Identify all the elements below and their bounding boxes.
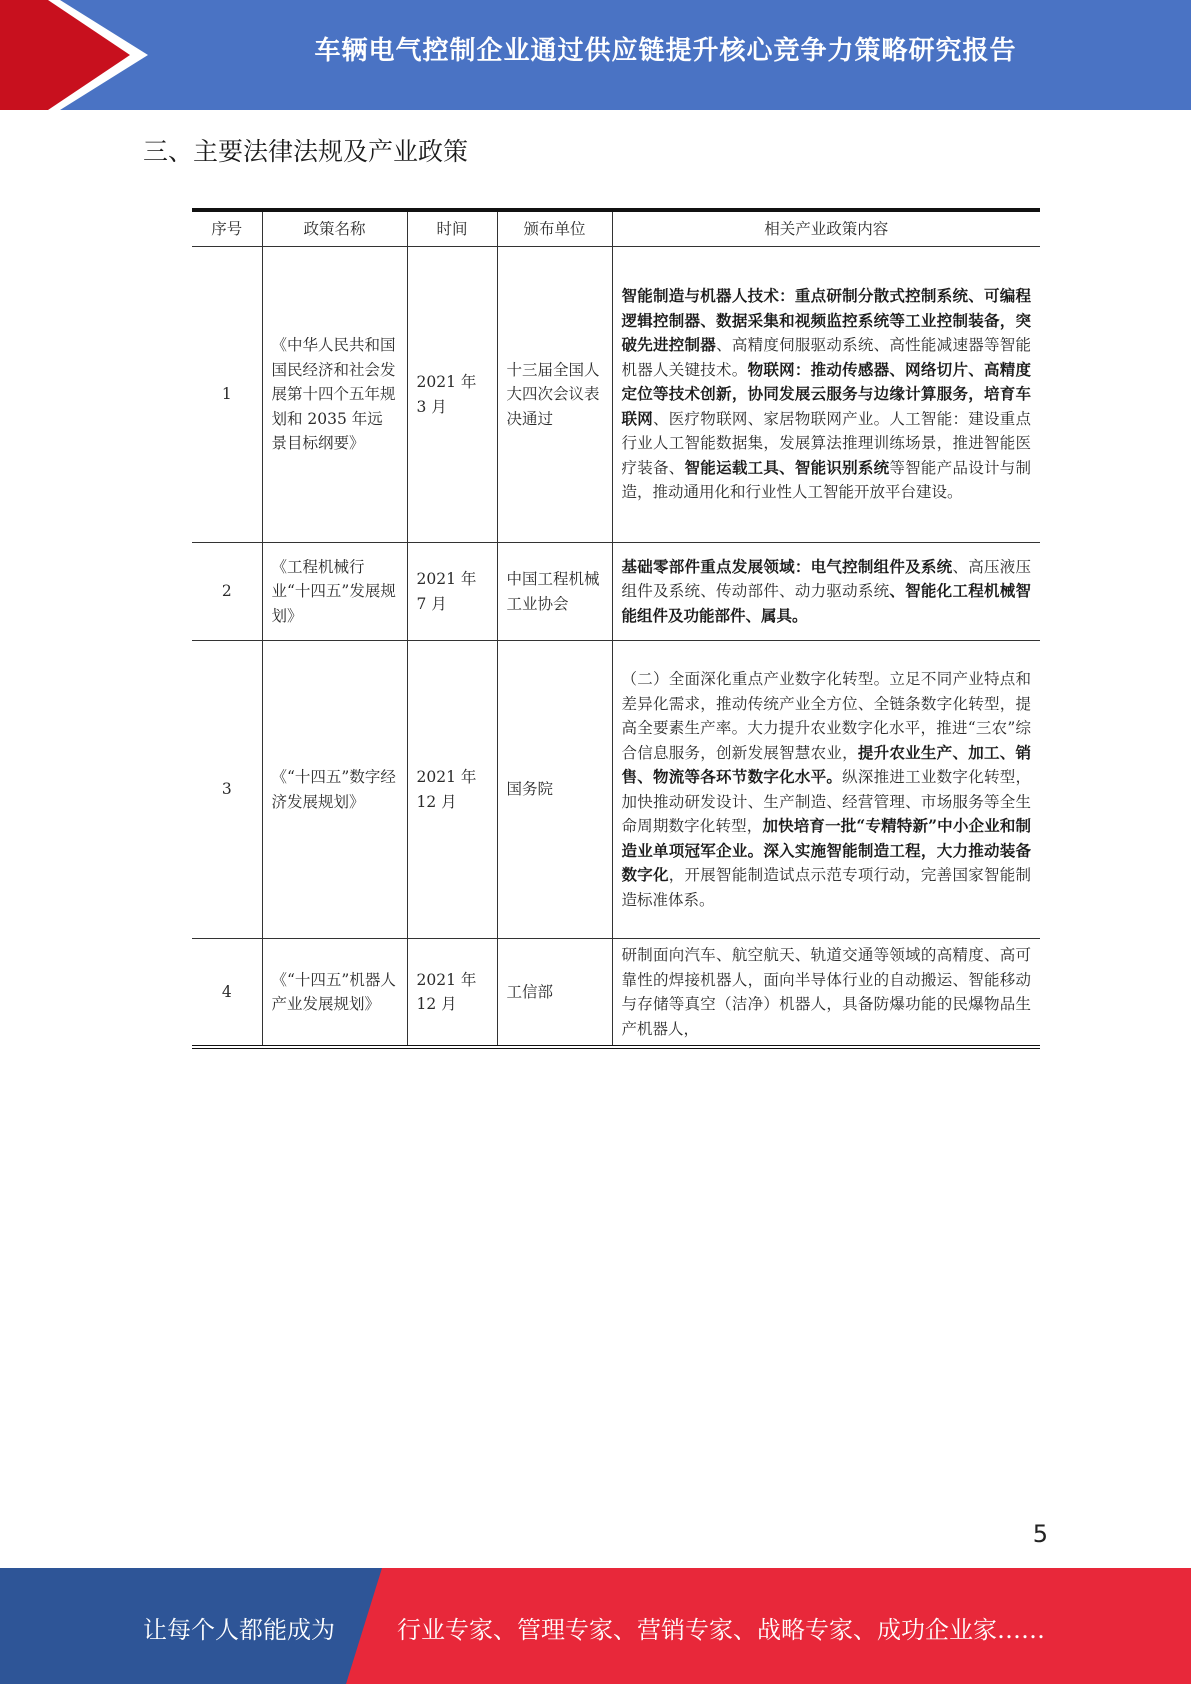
- table-row: [192, 543, 1040, 641]
- column-header-org: 颁布单位: [497, 210, 612, 247]
- policy-name: 《“十四五”机器人产业发展规划》: [262, 939, 407, 1048]
- page-footer: [0, 1568, 1191, 1684]
- content-run: 提升农业生产、加工、销售、物流等各环节数字化水平。: [621, 742, 1031, 786]
- table-row: [192, 247, 1040, 543]
- content-run: 、智能化工程机械智能组件及功能部件、属具。: [621, 581, 1031, 625]
- policy-content: [612, 641, 1040, 939]
- row-number: 1: [192, 247, 262, 543]
- content-run: 、高压液压组件及系统、传动部件、动力驱动系统: [621, 557, 1031, 601]
- policy-content: [612, 247, 1040, 543]
- policy-issuer: 工信部: [497, 939, 612, 1048]
- policy-issuer: 国务院: [497, 641, 612, 939]
- content-run: 加快培育一批“专精特新”中小企业和制造业单项冠军企业。深入实施智能制造工程，大力推动装备数字化: [621, 816, 1031, 884]
- page-header: [0, 0, 1191, 110]
- content-run: 智能运载工具、智能识别系统: [684, 457, 890, 477]
- content-run: 基础零部件重点发展领域：电气控制组件及系统: [621, 556, 953, 576]
- page-number: 5: [1032, 1520, 1048, 1548]
- policy-date: 2021 年 12 月: [407, 641, 497, 939]
- footer-slogan-lead: 让每个人都能成为: [143, 1616, 335, 1644]
- column-header-name: 政策名称: [262, 210, 407, 247]
- policy-content: [612, 543, 1040, 641]
- content-run: 、医疗物联网、家居物联网产业。人工智能：建设重点行业人工智能数据集，发展算法推理训练场景，推进智能医疗装备、: [621, 409, 1031, 477]
- policy-table: [192, 208, 1040, 1049]
- content-run: 纵深推进工业数字化转型，加快推动研发设计、生产制造、经营管理、市场服务等全生命周期数字化转型，: [621, 768, 1031, 835]
- content-run: 物联网：推动传感器、网络切片、高精度定位等技术创新，协同发展云服务与边缘计算服务，培育车联网: [621, 359, 1031, 428]
- policy-name: 《工程机械行业“十四五”发展规划》: [262, 543, 407, 641]
- column-header-content: 相关产业政策内容: [612, 210, 1040, 247]
- policy-date: 2021 年 12 月: [407, 939, 497, 1048]
- table-header-row: [192, 210, 1040, 247]
- content-run: （二）全面深化重点产业数字化转型。立足不同产业特点和差异化需求，推动传统产业全方位、全链条数字化转型，提高全要素生产率。大力提升农业数字化水平，推进“三农”综合信息服务，创新发展智慧农业，: [621, 670, 1031, 762]
- red-chevron-decoration: [0, 0, 160, 110]
- content-run: ，开展智能制造试点示范专项行动，完善国家智能制造标准体系。: [621, 866, 1031, 909]
- row-number: 4: [192, 939, 262, 1048]
- policy-issuer: 中国工程机械工业协会: [497, 543, 612, 641]
- policy-date: 2021 年 3 月: [407, 247, 497, 543]
- content-run: 智能制造与机器人技术：重点研制分散式控制系统、可编程逻辑控制器、数据采集和视频监控系统等工业控制装备，突破先进控制器: [621, 286, 1031, 355]
- content-run: 等智能产品设计与制造，推动通用化和行业性人工智能开放平台建设。: [621, 458, 1031, 502]
- table-row: [192, 939, 1040, 1048]
- policy-name: 《中华人民共和国国民经济和社会发展第十四个五年规划和 2035 年远景目标纲要》: [262, 247, 407, 543]
- report-title: 车辆电气控制企业通过供应链提升核心竞争力策略研究报告: [314, 36, 1017, 66]
- policy-table-container: [192, 208, 1040, 1049]
- table-row: [192, 641, 1040, 939]
- column-header-date: 时间: [407, 210, 497, 247]
- row-number: 3: [192, 641, 262, 939]
- column-header-no: 序号: [192, 210, 262, 247]
- section-title: 三、主要法律法规及产业政策: [143, 137, 469, 166]
- content-run: 研制面向汽车、航空航天、轨道交通等领域的高精度、高可靠性的焊接机器人，面向半导体行业的自动搬运、智能移动与存储等真空（洁净）机器人，具备防爆功能的民爆物品生产机器人，: [621, 946, 1031, 1038]
- policy-issuer: 十三届全国人大四次会议表决通过: [497, 247, 612, 543]
- content-run: 、高精度伺服驱动系统、高性能减速器等智能机器人关键技术。: [621, 336, 1031, 379]
- policy-date: 2021 年 7 月: [407, 543, 497, 641]
- row-number: 2: [192, 543, 262, 641]
- footer-slogan-roles: 行业专家、管理专家、营销专家、战略专家、成功企业家……: [397, 1616, 1045, 1644]
- policy-content: [612, 939, 1040, 1048]
- policy-name: 《“十四五”数字经济发展规划》: [262, 641, 407, 939]
